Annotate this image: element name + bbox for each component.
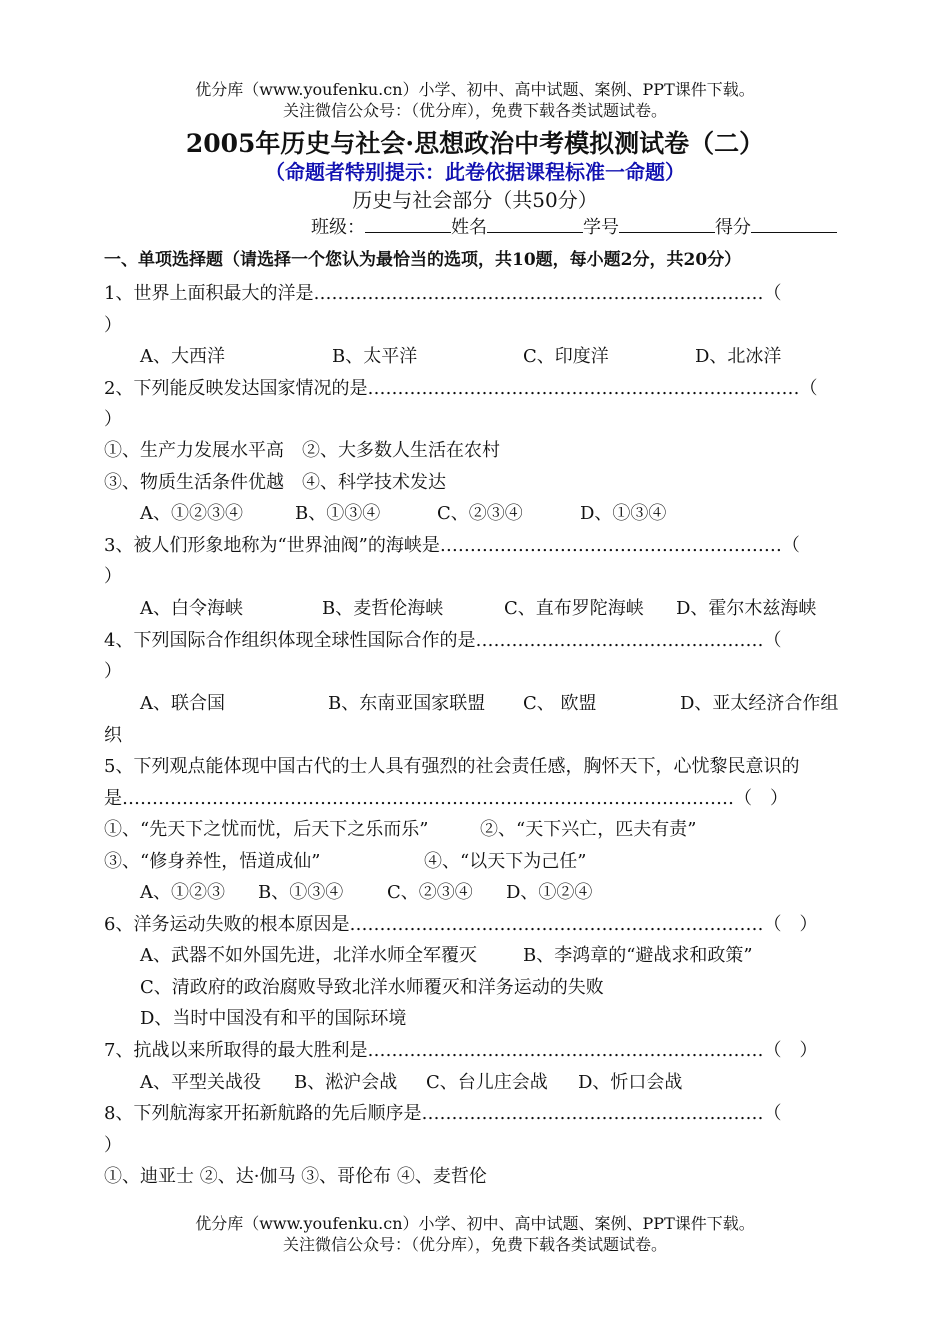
question-7-stem: 7、抗战以来所取得的最大胜利是…………………………………………………………（ ） — [104, 1040, 818, 1061]
q2-option-a: A、①②③④ — [140, 503, 243, 524]
q2-option-b: B、①③④ — [295, 503, 381, 524]
id-field[interactable] — [619, 214, 715, 233]
question-1-stem: 1、世界上面积最大的洋是…………………………………………………………………（ — [104, 283, 782, 304]
q3-option-d: D、霍尔木兹海峡 — [676, 598, 817, 619]
q7-option-d: D、忻口会战 — [578, 1072, 683, 1093]
section-heading: 一、单项选择题（请选择一个您认为最恰当的选项，共10题，每小题2分，共20分） — [104, 250, 742, 270]
q5-statement-3: ③、“修身养性，悟道成仙” — [104, 851, 321, 872]
question-5-stem-cont: 是…………………………………………………………………………………………（ ） — [104, 788, 788, 809]
q5-option-b: B、①③④ — [258, 882, 344, 903]
q7-option-a: A、平型关战役 — [140, 1072, 261, 1093]
q5-statement-2: ②、“天下兴亡，匹夫有责” — [480, 819, 697, 840]
q5-statement-4: ④、“以天下为己任” — [424, 851, 587, 872]
question-4-close: ） — [104, 661, 122, 682]
q4-option-c: C、 欧盟 — [523, 693, 597, 714]
footer-line-1: 优分库（www.youfenku.cn）小学、初中、高中试题、案例、PPT课件下载。 — [195, 1214, 755, 1233]
q2-option-d: D、①③④ — [580, 503, 667, 524]
question-6-stem: 6、洋务运动失败的根本原因是……………………………………………………………（ ） — [104, 914, 818, 935]
q4-option-a: A、联合国 — [140, 693, 225, 714]
name-label: 姓名 — [451, 217, 487, 238]
question-2-close: ） — [104, 409, 122, 430]
student-info-line — [311, 213, 837, 239]
q8-statements: ①、迪亚士 ②、达·伽马 ③、哥伦布 ④、麦哲伦 — [104, 1166, 487, 1187]
question-3-close: ） — [104, 566, 122, 587]
header-line-1: 优分库（www.youfenku.cn）小学、初中、高中试题、案例、PPT课件下载。 — [195, 80, 755, 99]
q6-option-b: B、李鸿章的“避战求和政策” — [523, 945, 753, 966]
q7-option-b: B、淞沪会战 — [294, 1072, 398, 1093]
q1-option-b: B、太平洋 — [332, 346, 418, 367]
q5-option-d: D、①②④ — [506, 882, 593, 903]
class-label: 班级： — [311, 217, 365, 238]
q6-option-d: D、当时中国没有和平的国际环境 — [140, 1008, 407, 1029]
q1-option-c: C、印度洋 — [523, 346, 609, 367]
q7-option-c: C、台儿庄会战 — [426, 1072, 548, 1093]
q3-option-c: C、直布罗陀海峡 — [504, 598, 644, 619]
page-title: 2005年历史与社会·思想政治中考模拟测试卷（二） — [185, 129, 765, 158]
q2-option-c: C、②③④ — [437, 503, 523, 524]
q6-option-a: A、武器不如外国先进，北洋水师全军覆灭 — [140, 945, 477, 966]
q5-statement-1: ①、“先天下之忧而忧，后天下之乐而乐” — [104, 819, 429, 840]
question-8-close: ） — [104, 1135, 122, 1156]
q4-option-d: D、亚太经济合作组 — [680, 693, 839, 714]
footer-line-2: 关注微信公众号：（优分库），免费下载各类试题试卷。 — [282, 1235, 667, 1254]
question-5-stem: 5、下列观点能体现中国古代的士人具有强烈的社会责任感，胸怀天下，心忧黎民意识的 — [104, 756, 800, 777]
q4-option-b: B、东南亚国家联盟 — [328, 693, 486, 714]
question-2-stem: 2、下列能反映发达国家情况的是………………………………………………………………（ — [104, 378, 818, 399]
header-line-2: 关注微信公众号：（优分库），免费下载各类试题试卷。 — [282, 101, 667, 120]
question-4-stem: 4、下列国际合作组织体现全球性国际合作的是…………………………………………（ — [104, 630, 782, 651]
class-field[interactable] — [365, 214, 451, 233]
question-3-stem: 3、被人们形象地称为“世界油阀”的海峡是…………………………………………………（ — [104, 535, 800, 556]
q2-statements-1: ①、生产力发展水平高 ②、大多数人生活在农村 — [104, 440, 500, 461]
page-subtitle: （命题者特别提示：此卷依据课程标准一命题） — [265, 160, 685, 184]
part-name: 历史与社会部分（共50分） — [352, 188, 598, 212]
q5-option-c: C、②③④ — [387, 882, 473, 903]
q4-option-d-cont: 织 — [104, 725, 122, 746]
score-field[interactable] — [751, 214, 837, 233]
q5-option-a: A、①②③ — [140, 882, 225, 903]
q6-option-c: C、清政府的政治腐败导致北洋水师覆灭和洋务运动的失败 — [140, 977, 604, 998]
id-label: 学号 — [583, 217, 619, 238]
score-label: 得分 — [715, 217, 751, 238]
name-field[interactable] — [487, 214, 583, 233]
question-8-stem: 8、下列航海家开拓新航路的先后顺序是…………………………………………………（ — [104, 1103, 782, 1124]
q3-option-b: B、麦哲伦海峡 — [322, 598, 444, 619]
q1-option-d: D、北冰洋 — [695, 346, 782, 367]
q1-option-a: A、大西洋 — [140, 346, 225, 367]
q2-statements-2: ③、物质生活条件优越 ④、科学技术发达 — [104, 472, 446, 493]
q3-option-a: A、白令海峡 — [140, 598, 243, 619]
question-1-close: ） — [104, 315, 122, 336]
